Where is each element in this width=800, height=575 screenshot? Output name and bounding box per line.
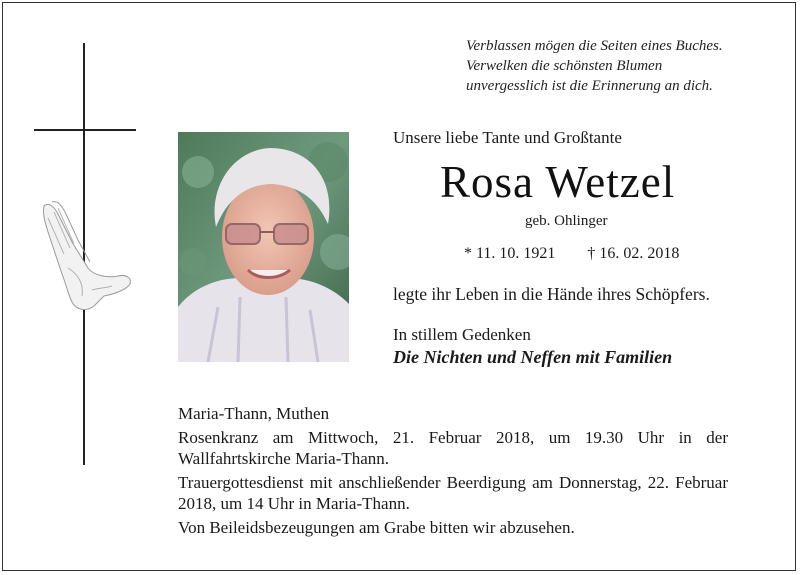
condolence-note: Von Beileidsbezeugungen am Grabe bitten wir abzusehen.	[178, 518, 575, 537]
service-info: Trauergottesdienst mit anschließender Beerdigung am Donnerstag, 22. Februar 2018, um 14 Uhr in Maria-Thann.	[178, 473, 728, 513]
deceased-name: Rosa Wetzel	[440, 157, 676, 207]
life-text: legte ihr Leben in die Hände ihres Schöpfers.	[393, 284, 710, 304]
verse-line: unvergesslich ist die Erinnerung an dich.	[466, 78, 713, 94]
rosary-info: Rosenkranz am Mittwoch, 21. Februar 2018, um 19.30 Uhr in der Wallfahrtskirche Maria-Thann.	[178, 428, 728, 468]
portrait-photo	[178, 132, 349, 362]
funeral-info	[178, 403, 728, 541]
verse-line: Verblassen mögen die Seiten eines Buches.	[466, 38, 723, 54]
death-date: 16. 02. 2018	[599, 245, 680, 262]
mourners: Die Nichten und Neffen mit Familien	[393, 347, 673, 367]
intro-text: Unsere liebe Tante und Großtante	[393, 128, 622, 147]
verse	[466, 36, 723, 96]
death-cross-icon: †	[587, 245, 596, 262]
birth-date: 11. 10. 1921	[476, 245, 556, 262]
maiden-name: geb. Ohlinger	[525, 213, 608, 229]
memory-text: In stillem Gedenken	[393, 325, 531, 344]
life-dates	[464, 245, 679, 263]
place-line: Maria-Thann, Muthen	[178, 404, 330, 423]
birth-star-icon: *	[464, 245, 472, 262]
cross-icon-bar	[34, 129, 136, 131]
praying-hands-icon	[38, 198, 134, 314]
verse-line: Verwelken die schönsten Blumen	[466, 58, 663, 74]
